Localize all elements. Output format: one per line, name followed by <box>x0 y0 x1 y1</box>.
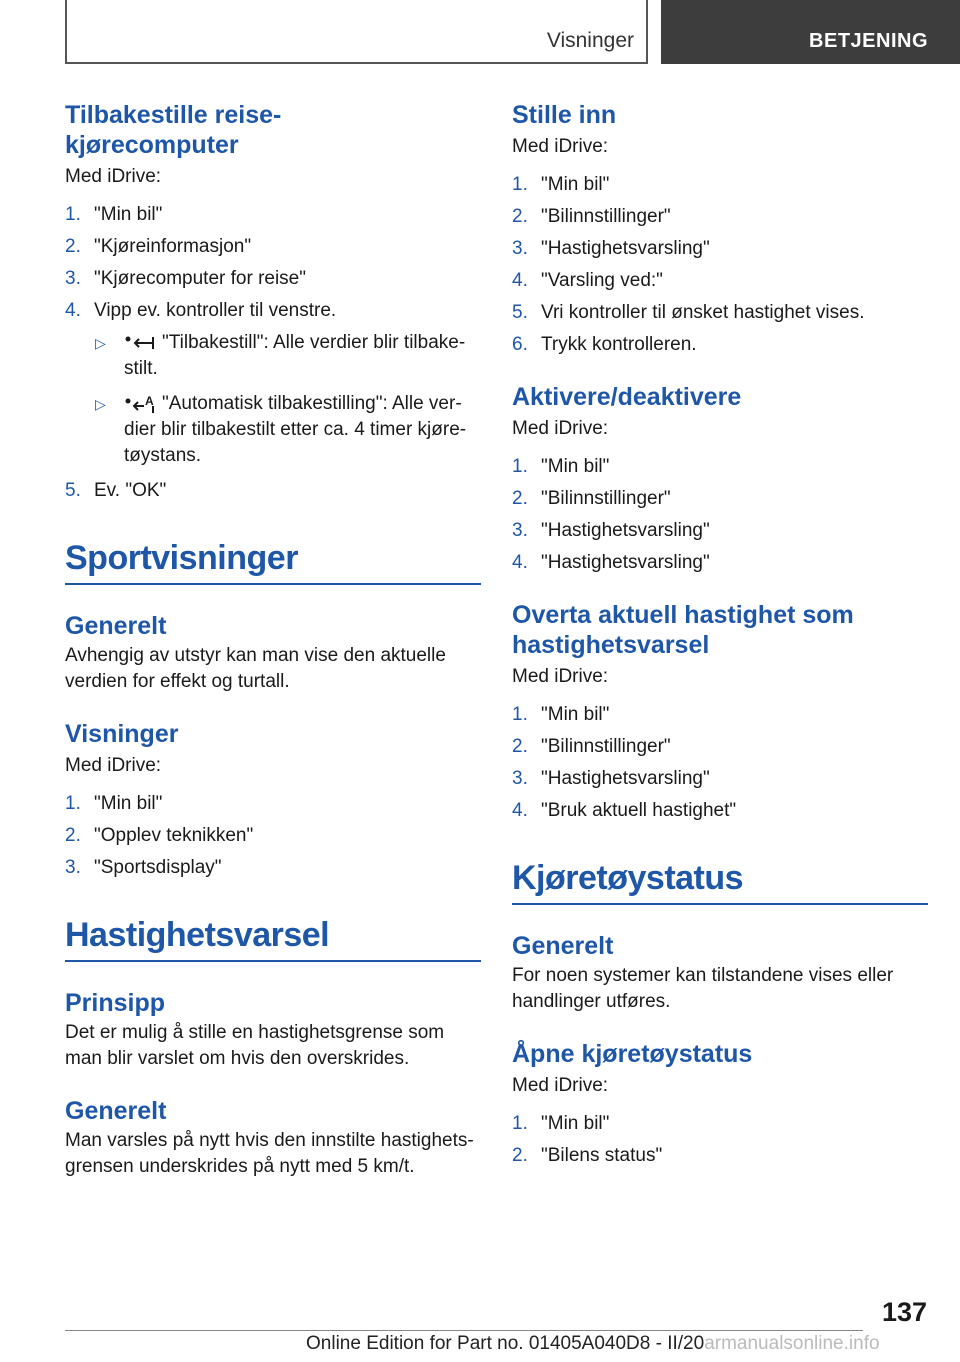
header-section-label: Visninger <box>546 29 634 52</box>
section-title-prinsipp: Prinsipp <box>65 988 166 1017</box>
list-item: 4. "Bruk aktuell hastighet" <box>512 800 737 821</box>
intro-text: Med iDrive: <box>512 418 609 439</box>
footer-divider <box>65 1330 863 1331</box>
list-item: 6. Trykk kontrolleren. <box>512 334 697 355</box>
bullet-item-reset: ▷ "Tilbakestill": Alle verdier blir tilbake-stilt. <box>95 332 466 379</box>
intro-text: Med iDrive: <box>65 166 162 187</box>
list-item: 4. Vipp ev. kontroller til venstre. <box>65 300 337 321</box>
list-item: 1. "Min bil" <box>65 204 163 225</box>
svg-text:A: A <box>145 393 154 408</box>
list-item: 1. "Min bil" <box>512 704 610 725</box>
list-item: 1. "Min bil" <box>512 1112 610 1134</box>
triangle-bullet-icon: ▷ <box>95 396 106 412</box>
step-list-apne <box>512 1111 928 1169</box>
list-item: 1. "Min bil" <box>65 792 163 814</box>
list-item: 3. "Hastighetsvarsling" <box>512 238 710 259</box>
list-item: 1. "Min bil" <box>512 174 610 195</box>
section-title-aktivere: Aktivere/deaktivere <box>512 383 742 411</box>
list-item: 4. "Varsling ved:" <box>512 270 663 291</box>
footer-edition-text: Online Edition for Part no. 01405A040D8 - II/20 <box>306 1333 705 1354</box>
reset-icon <box>124 334 156 352</box>
list-item: 1. "Min bil" <box>512 456 610 477</box>
body-text: Man varsles på nytt hvis den innstilte hastighets-grensen underskrides på nytt med 5 km/t. <box>65 1129 474 1177</box>
intro-text: Med iDrive: <box>512 1074 609 1096</box>
section-title-overta: Overta aktuell hastighet som hastighetsvarsel <box>512 601 854 659</box>
intro-text: Med iDrive: <box>65 754 162 776</box>
page-number: 137 <box>881 1297 927 1327</box>
list-item: 3. "Sportsdisplay" <box>65 856 222 878</box>
list-item: 3. "Hastighetsvarsling" <box>512 520 710 541</box>
list-item: 5. Vri kontroller til ønsket hastighet vises. <box>512 302 865 323</box>
list-item: 5. Ev. "OK" <box>65 480 167 501</box>
section-title-generelt-2: Generelt <box>65 1096 167 1125</box>
header-section-tab <box>65 0 648 64</box>
footer-edition <box>306 1333 880 1355</box>
list-item: 2. "Bilens status" <box>512 1144 663 1166</box>
list-item: 2. "Bilinnstillinger" <box>512 736 671 757</box>
section-title-stille-inn: Stille inn <box>512 101 617 129</box>
body-text: Avhengig av utstyr kan man vise den aktuelle verdien for effekt og turtall. <box>65 644 446 692</box>
section-title-visninger: Visninger <box>65 719 179 748</box>
list-item: 2. "Bilinnstillinger" <box>512 488 671 509</box>
section-title-generelt: Generelt <box>65 611 167 640</box>
section-title-apne: Åpne kjøretøystatus <box>512 1039 753 1068</box>
left-column <box>65 100 481 1180</box>
watermark-text: armanualsonline.info <box>704 1333 880 1354</box>
list-item: 2. "Kjøreinformasjon" <box>65 236 252 257</box>
body-text: Det er mulig å stille en hastighetsgrense som man blir varslet om hvis den overskrides. <box>65 1021 445 1069</box>
intro-text: Med iDrive: <box>512 666 609 687</box>
chapter-title-hastighetsvarsel: Hastighetsvarsel <box>65 915 481 962</box>
list-item: 2. "Opplev teknikken" <box>65 824 254 846</box>
auto-reset-icon <box>124 394 156 414</box>
section-title-generelt-3: Generelt <box>512 931 614 960</box>
list-item: 3. "Hastighetsvarsling" <box>512 768 710 789</box>
triangle-bullet-icon: ▷ <box>95 335 106 351</box>
step-list-visninger <box>65 791 481 881</box>
chapter-title-kjoretoystatus: Kjøretøystatus <box>512 858 928 905</box>
step-list-overta <box>512 702 928 824</box>
list-item: 2. "Bilinnstillinger" <box>512 206 671 227</box>
right-column <box>512 100 928 1169</box>
step-list-tilbakestille <box>65 202 481 324</box>
list-item: 3. "Kjørecomputer for reise" <box>65 268 306 289</box>
step-list-stille-inn <box>512 172 928 358</box>
bullet-item-auto-reset: ▷ A "Automatisk tilbakestilling": Alle ver-dier blir tilbakestilt etter ca. 4 timer kjøre-tøystans. <box>95 393 467 466</box>
step-list-tilbakestille-end <box>65 478 481 504</box>
body-text: For noen systemer kan tilstandene vises eller handlinger utføres. <box>512 964 894 1012</box>
chapter-title-sportvisninger: Sportvisninger <box>65 538 481 585</box>
list-item: 4. "Hastighetsvarsling" <box>512 552 710 573</box>
step-list-aktivere <box>512 454 928 576</box>
header-chapter-tab <box>661 0 960 64</box>
section-title-tilbakestille: Tilbakestille reise- kjørecomputer <box>65 101 282 159</box>
intro-text: Med iDrive: <box>512 136 609 157</box>
header-chapter-label: BETJENING <box>809 30 928 52</box>
